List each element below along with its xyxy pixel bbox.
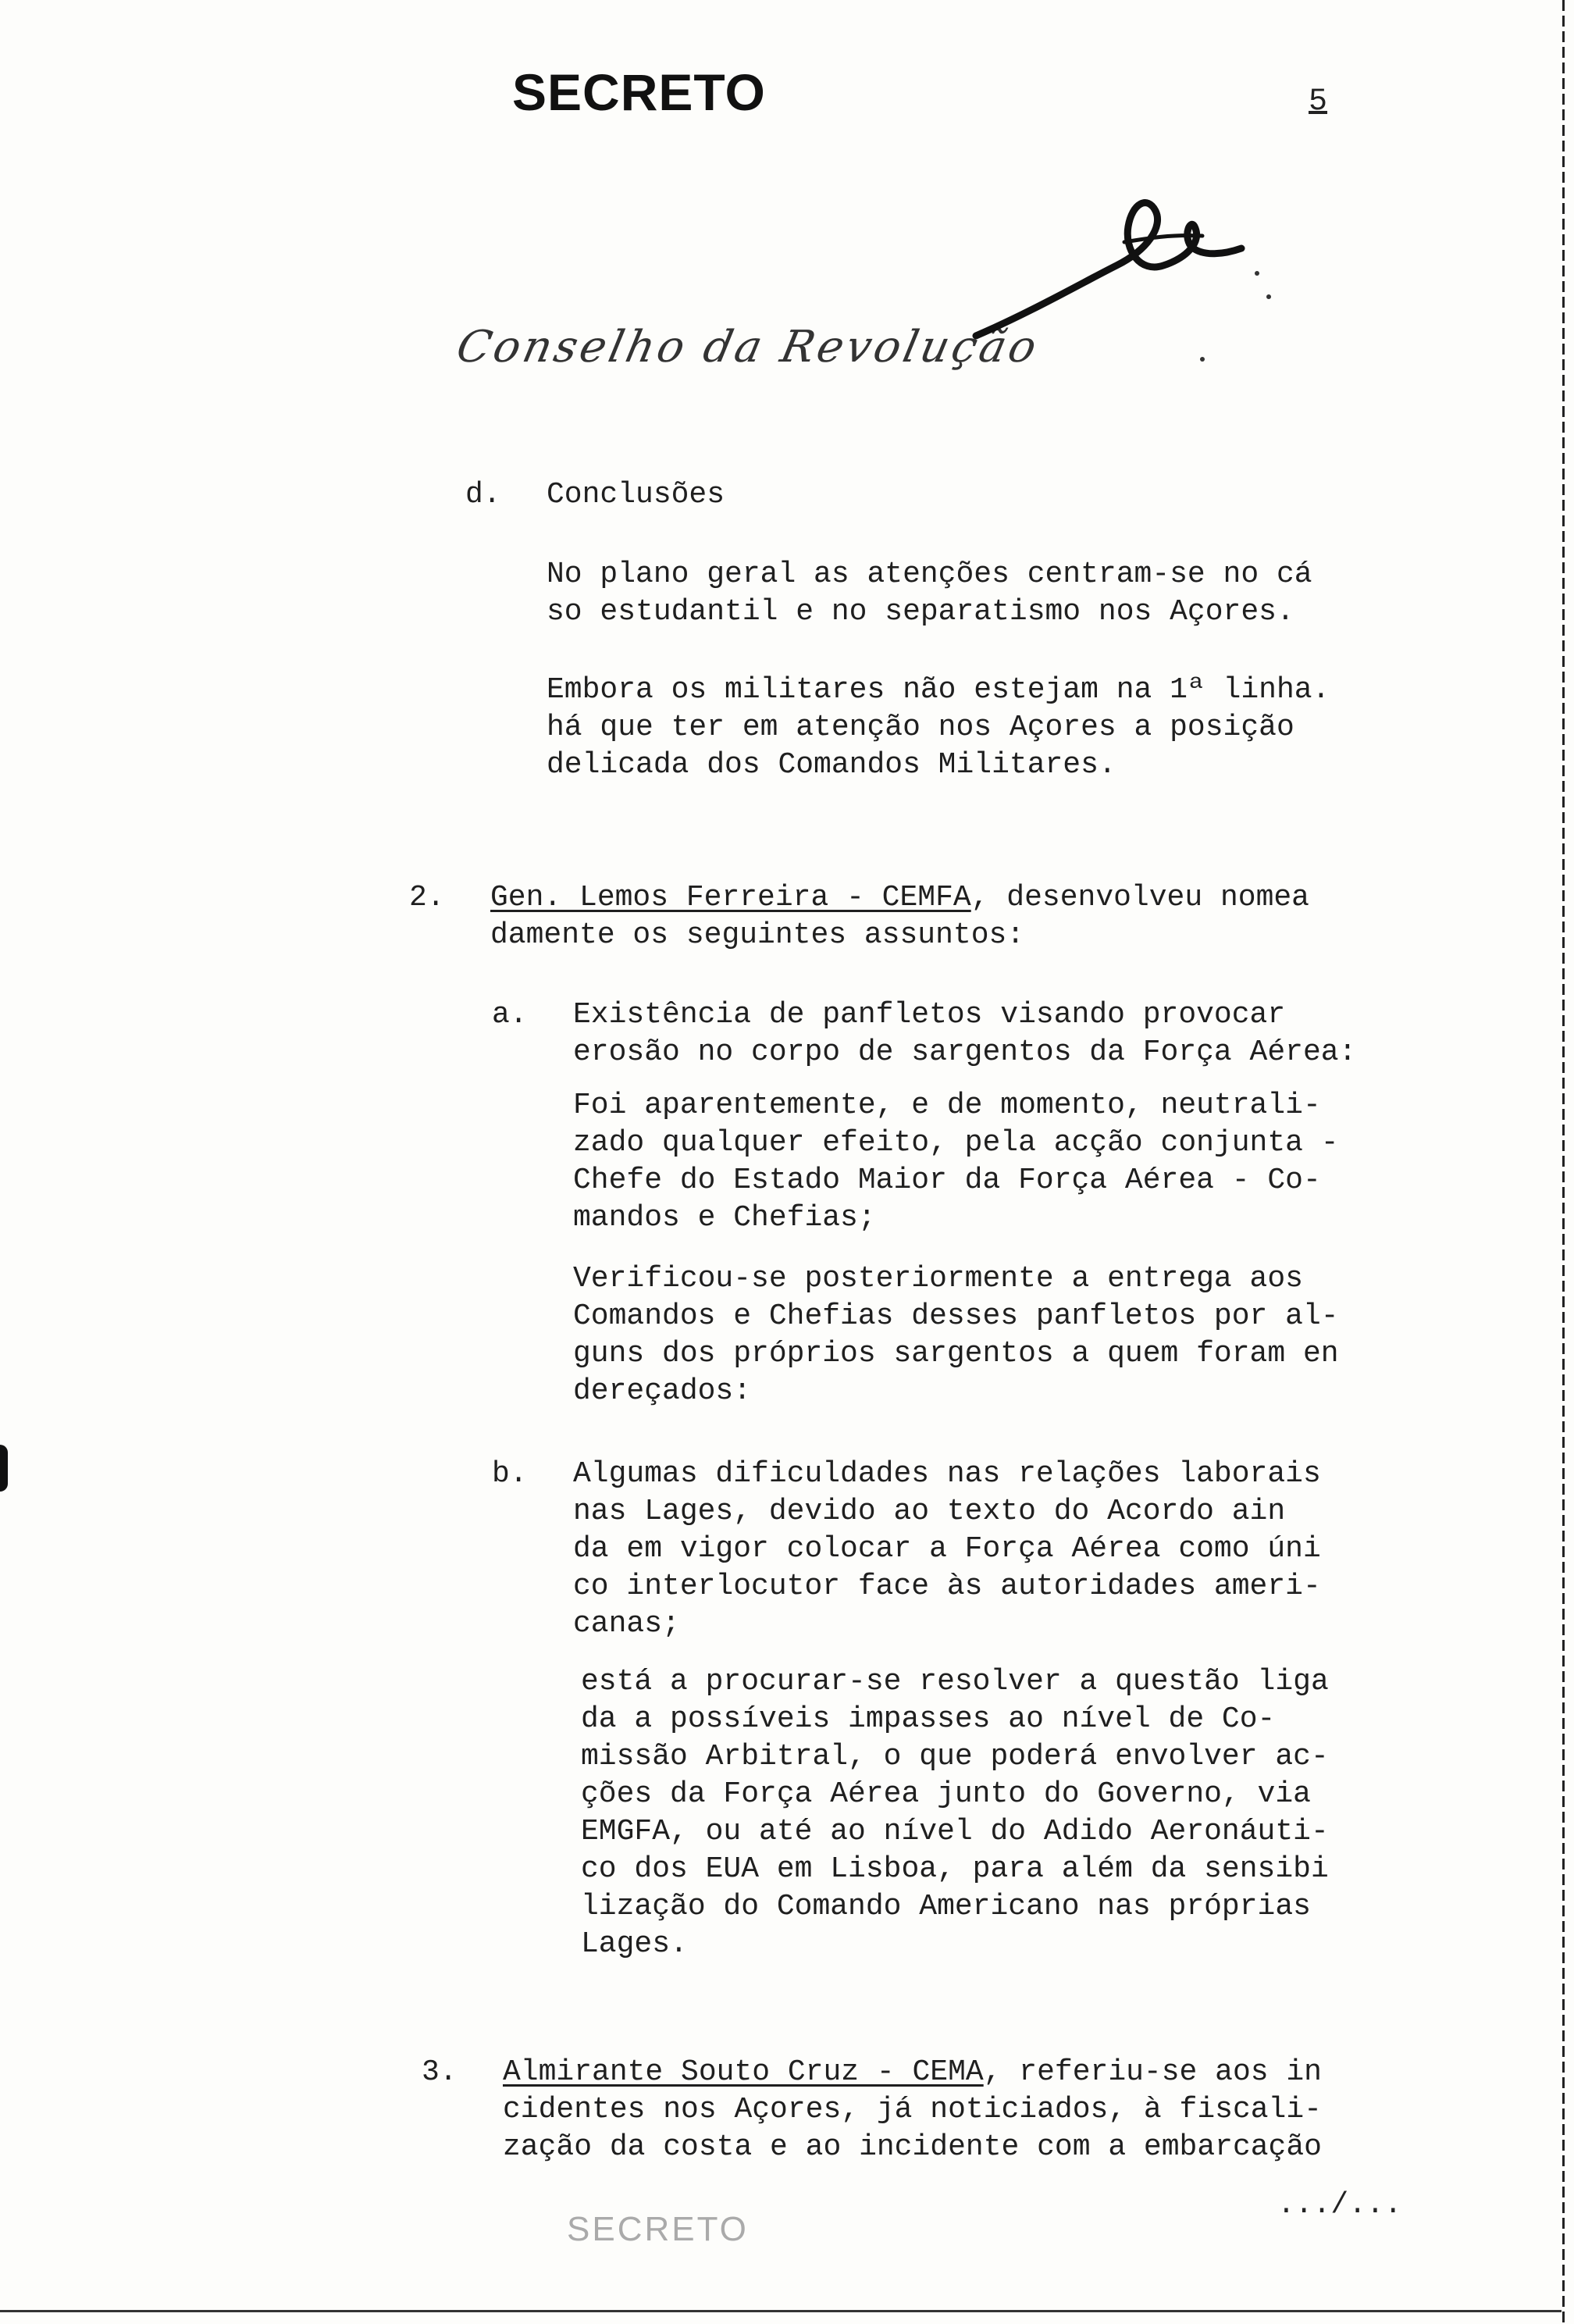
- section-d-para1-line1: No plano geral as atenções centram-se no cá: [547, 558, 1312, 591]
- item3-line2: cidentes nos Açores, já noticiados, à fiscali-: [503, 2093, 1322, 2126]
- item3-speaker: Almirante Souto Cruz - CEMA: [503, 2055, 984, 2089]
- item2b-p1-line7: lização do Comando Americano nas próprias: [581, 1890, 1311, 1923]
- item2-intro-line2: damente os seguintes assuntos:: [490, 918, 1025, 952]
- item2a-p2-line3: guns dos próprios sargentos a quem foram en: [573, 1337, 1339, 1371]
- item2b-p1-line8: Lages.: [581, 1927, 688, 1961]
- item2b-line5: canas;: [573, 1607, 680, 1641]
- item2-number: 2.: [409, 881, 445, 914]
- section-d-title: Conclusões: [547, 478, 725, 511]
- classification-stamp: SECRETO: [512, 63, 766, 121]
- signature-scribble-icon: [968, 180, 1280, 367]
- item2b-p1-line6: co dos EUA em Lisboa, para além da sensibi: [581, 1852, 1329, 1886]
- item3-intro-rest: , referiu-se aos in: [983, 2055, 1322, 2089]
- item3-number: 3.: [422, 2055, 458, 2089]
- page-edge-line: [1562, 0, 1565, 2324]
- item2a-p2-line4: dereçados:: [573, 1374, 752, 1408]
- item2b-p1-line3: missão Arbitral, o que poderá envolver ac-: [581, 1740, 1329, 1773]
- item2a-p1-line4: mandos e Chefias;: [573, 1201, 876, 1235]
- item2-intro-line1: [490, 879, 1309, 917]
- item2b-p1-line1: está a procurar-se resolver a questão liga: [581, 1665, 1329, 1698]
- item3-intro-line1: [503, 2054, 1322, 2091]
- item2a-p1-line3: Chefe do Estado Maior da Força Aérea - Co-: [573, 1164, 1321, 1197]
- section-d-para2-line1: Embora os militares não estejam na 1ª linha.: [547, 673, 1330, 707]
- item2a-label: a.: [492, 998, 528, 1032]
- page-number: 5: [1309, 84, 1328, 119]
- section-d-para2-line2: há que ter em atenção nos Açores a posição: [547, 711, 1294, 744]
- section-d-label: d.: [465, 478, 501, 511]
- item2b-p1-line2: da a possíveis impasses ao nível de Co-: [581, 1702, 1276, 1736]
- handwritten-note: Conselho da Revolução: [452, 322, 1045, 372]
- item2b-line1: Algumas dificuldades nas relações laborais: [573, 1457, 1321, 1491]
- footer-faded-stamp: SECRETO: [567, 2210, 749, 2248]
- item3-line3: zação da costa e ao incidente com a embarcação: [503, 2130, 1322, 2164]
- continuation-mark: .../...: [1277, 2188, 1402, 2222]
- section-d-heading: [465, 476, 725, 514]
- item2b-p1-line5: EMGFA, ou até ao nível do Adido Aeronáuti-: [581, 1815, 1329, 1848]
- item2a-p1-line1: Foi aparentemente, e de momento, neutrali-: [573, 1089, 1321, 1122]
- item2b-label: b.: [492, 1457, 528, 1491]
- item2a-p1-line2: zado qualquer efeito, pela acção conjunta -: [573, 1126, 1339, 1160]
- item2a-p2-line2: Comandos e Chefias desses panfletos por al-: [573, 1299, 1339, 1333]
- item2b-p1-line4: ções da Força Aérea junto do Governo, via: [581, 1777, 1311, 1811]
- bottom-edge-line: [0, 2310, 1562, 2312]
- item2-speaker: Gen. Lemos Ferreira - CEMFA: [490, 881, 971, 914]
- item2a-p2-line1: Verificou-se posteriormente a entrega aos: [573, 1262, 1303, 1296]
- item2b-line4: co interlocutor face às autoridades ameri-: [573, 1570, 1321, 1603]
- item2b-line3: da em vigor colocar a Força Aérea como úni: [573, 1532, 1321, 1566]
- section-d-para2-line3: delicada dos Comandos Militares.: [547, 748, 1116, 782]
- item2a-line1: Existência de panfletos visando provocar: [573, 998, 1286, 1032]
- item2a-line2: erosão no corpo de sargentos da Força Aérea:: [573, 1035, 1357, 1069]
- section-d-para1-line2: so estudantil e no separatismo nos Açores.: [547, 595, 1294, 629]
- punch-hole-mark: [0, 1445, 8, 1492]
- item2b-line2: nas Lages, devido ao texto do Acordo ain: [573, 1495, 1286, 1528]
- item2-intro-rest: , desenvolveu nomea: [970, 881, 1309, 914]
